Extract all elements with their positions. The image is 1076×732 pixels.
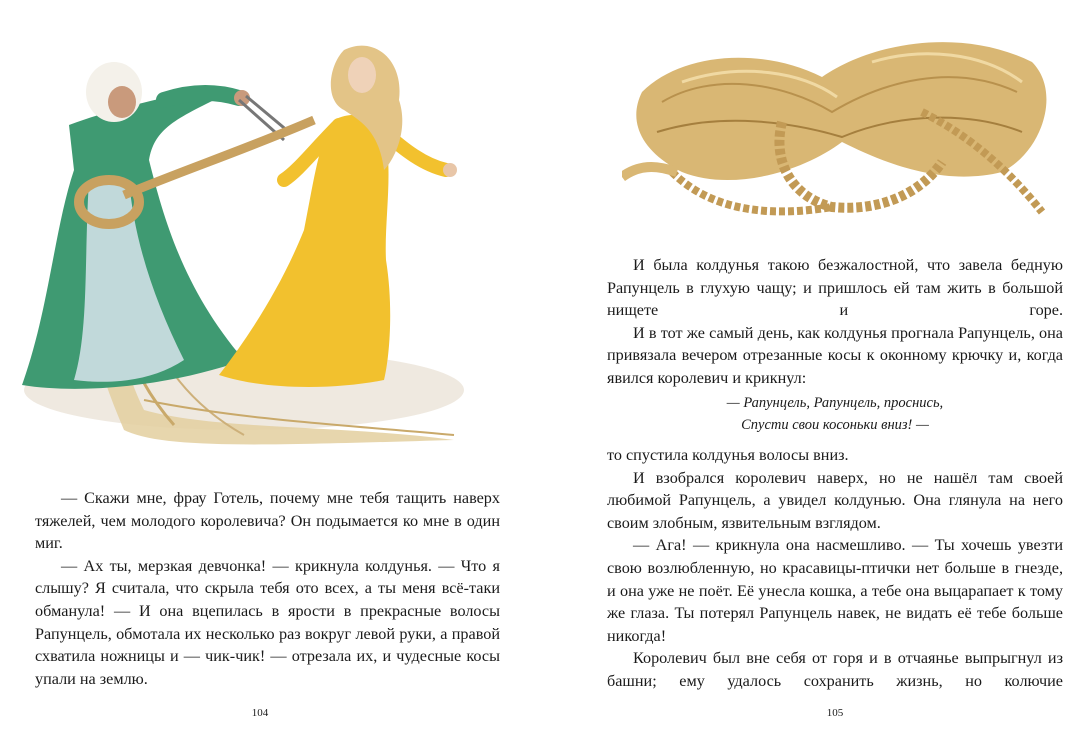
illustration-cut-braids	[622, 22, 1052, 227]
paragraph: И была колдунья такою безжалостной, что завела бедную Рапунцель в глухую чащу; и пришлось ей там жить в большой нищете и горе.	[607, 256, 1063, 320]
left-page-text	[35, 487, 500, 690]
right-page	[538, 0, 1076, 732]
right-page-text-bottom	[607, 444, 1063, 693]
page-number: 105	[826, 707, 844, 719]
paragraph: И в тот же самый день, как колдунья прогнала Рапунцель, она привязала вечером отрезанные косы к оконному крючку и, когда явился королевич и крикнул:	[607, 323, 1063, 387]
paragraph: — Ага! — крикнула она насмешливо. — Ты хочешь увезти свою возлюбленную, но красавицы-птички нет больше в гнезде, и она уже не поёт. Её унесла кошка, а тебе она выцарапает к тому же глаза. Ты потерял Рапунцель навек, не видать её тебе больше никогда!	[607, 536, 1063, 645]
page-number: 104	[251, 707, 269, 719]
paragraph: И взобрался королевич наверх, но не нашёл там своей любимой Рапунцель, а увидел колдунью. Она глянула на него своим злобным, язвительным взглядом.	[607, 468, 1063, 532]
poem-line: Спусти свои косоньки вниз! —	[741, 417, 929, 433]
paragraph: то спустила колдунья волосы вниз.	[607, 446, 849, 464]
poem-line: — Рапунцель, Рапунцель, проснись,	[726, 395, 944, 411]
right-page-text-top	[607, 254, 1063, 390]
illustration-witch-cutting-braids	[14, 30, 484, 470]
poem	[607, 392, 1063, 436]
paragraph: — Скажи мне, фрау Готель, почему мне тебя тащить наверх тяжелей, чем молодого королевича? Он подымается ко мне в один миг.	[35, 489, 500, 553]
paragraph: — Ах ты, мерзкая девчонка! — крикнула колдунья. — Что я слышу? Я считала, что скрыла тебя ото всех, а ты меня всё-таки обманула! — И она вцепилась в ярости в прекрасные волосы Рапунцель, обмотала их несколько раз вокруг левой руки, а правой схватила ножницы и — чик-чик! — отрезала их, и чудесные косы упали на землю.	[35, 556, 500, 688]
paragraph: Королевич был вне себя от горя и в отчаянье выпрыгнул из башни; ему удалось сохранить жизнь, но колючие	[607, 649, 1063, 690]
